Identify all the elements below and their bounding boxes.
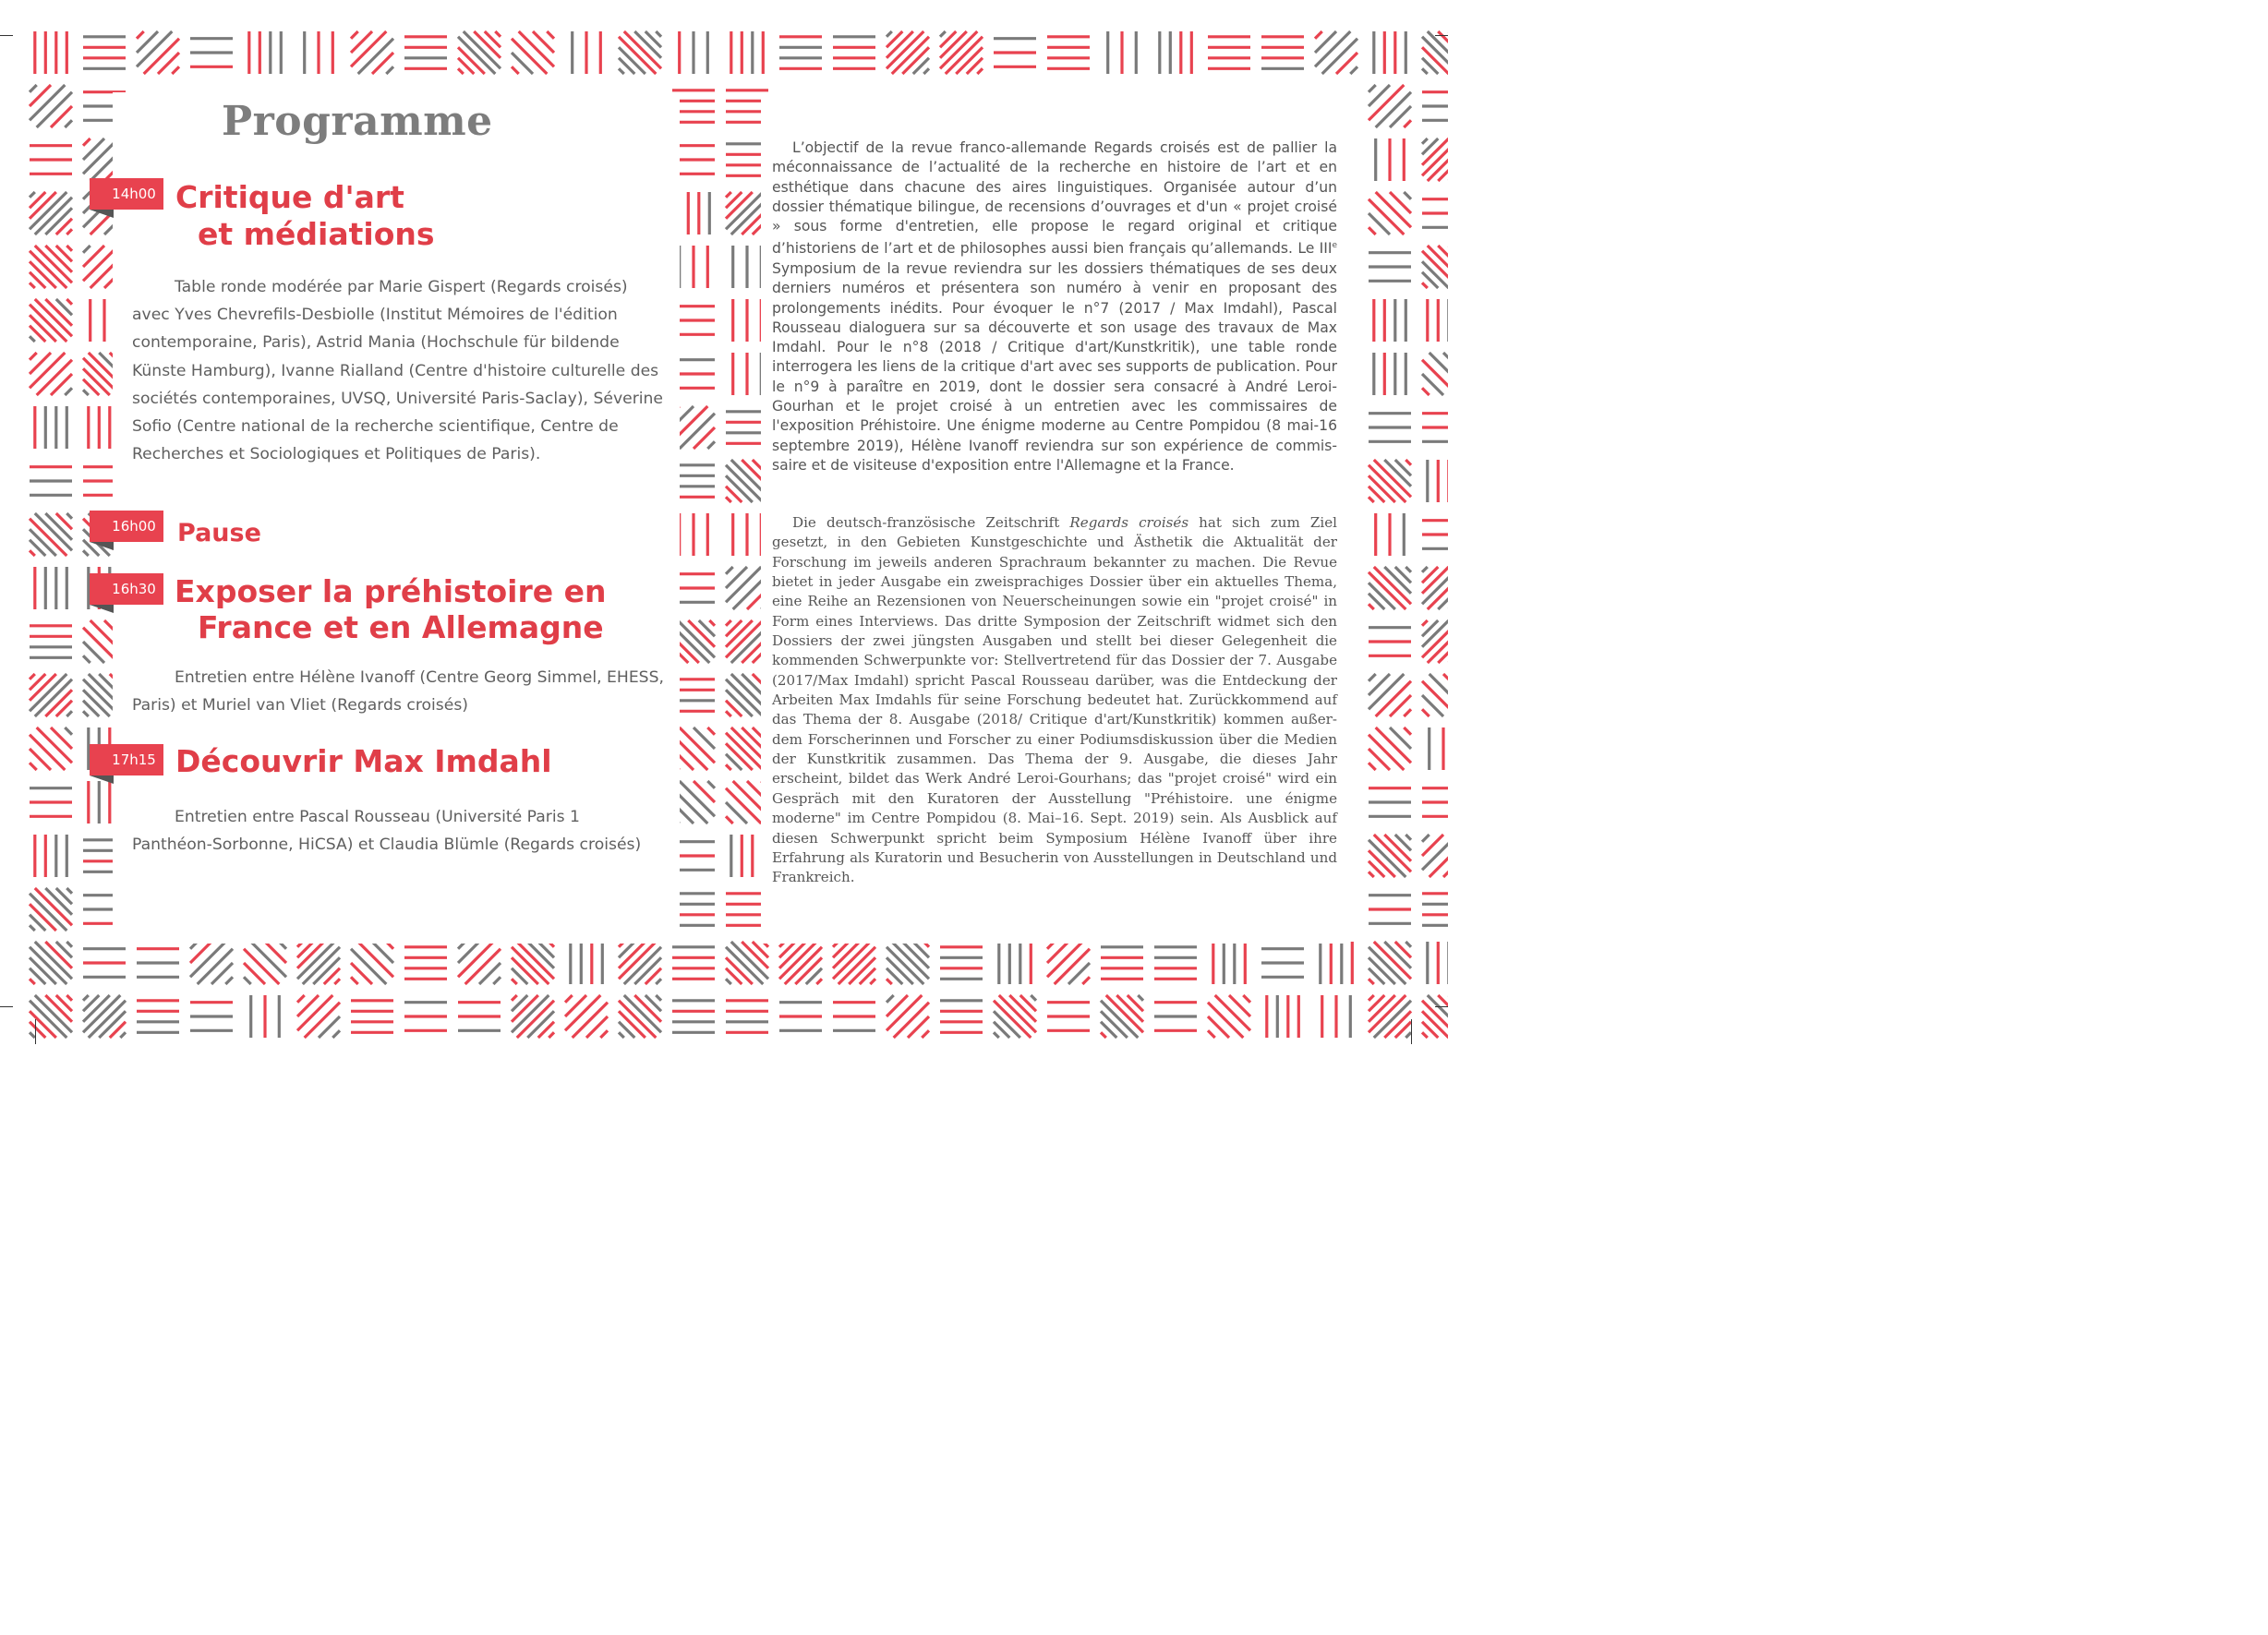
pattern-stroke — [30, 353, 37, 360]
pattern-stroke — [517, 1001, 554, 1038]
pattern-stroke — [1422, 835, 1430, 842]
pattern-stroke — [66, 888, 72, 894]
pattern-stroke — [30, 305, 66, 342]
pattern-stroke — [892, 942, 929, 979]
session-title — [175, 574, 606, 646]
pattern-stroke — [619, 942, 656, 979]
pattern-stroke — [1369, 85, 1376, 92]
time-label: 16h00 — [90, 511, 163, 542]
pattern-stroke — [726, 567, 733, 574]
pattern-stroke — [495, 31, 501, 37]
pattern-stroke — [351, 31, 358, 39]
pattern-stroke — [678, 620, 715, 657]
pattern-stroke — [35, 942, 72, 979]
pattern-stroke — [1031, 995, 1036, 1001]
pattern-stroke — [726, 620, 763, 657]
pattern-stroke — [66, 995, 72, 1001]
pattern-stroke — [999, 995, 1036, 1032]
pattern-stroke — [1101, 1001, 1138, 1038]
pattern-stroke — [351, 977, 358, 984]
pattern-stroke — [83, 390, 89, 395]
pattern-stroke — [1374, 460, 1411, 497]
session-description: Entretien entre Hélène Ivanoff (Centre Georg Simmel, EHESS, Paris) et Muriel van Vliet (Regards croisés) — [132, 668, 664, 715]
pattern-stroke — [1369, 572, 1405, 609]
tag-fold — [90, 210, 114, 218]
pattern-stroke — [83, 711, 89, 716]
pattern-stroke — [619, 37, 656, 74]
pattern-stroke — [458, 68, 464, 74]
pattern-stroke — [940, 31, 946, 37]
pattern-stroke — [297, 995, 305, 1003]
page-title: Programme — [222, 98, 493, 145]
pattern-stroke — [172, 66, 179, 74]
time-tag-1600 — [90, 511, 163, 542]
pattern-stroke — [30, 550, 35, 556]
pattern-stroke — [1405, 567, 1411, 572]
pattern-stroke — [30, 283, 35, 288]
superscript: e — [1332, 241, 1337, 251]
time-tag-1715 — [90, 744, 163, 775]
pattern-stroke — [35, 246, 72, 283]
pattern-stroke — [386, 66, 393, 74]
pattern-stroke — [83, 995, 89, 1001]
pattern-stroke — [35, 995, 72, 1032]
crop-mark — [1435, 1006, 1448, 1007]
pattern-stroke — [66, 299, 72, 305]
session-description: Entretien entre Pascal Rousseau (Université Paris 1 Panthéon-Sorbonne, HiCSA) et Claudia Blümle (Regards croisés) — [132, 808, 642, 855]
pattern-stroke — [120, 1032, 126, 1038]
pattern-stroke — [30, 519, 66, 556]
pattern-stroke — [619, 1032, 624, 1038]
pattern-stroke — [464, 31, 501, 68]
pattern-stroke — [30, 979, 35, 984]
crop-mark — [0, 35, 13, 36]
pattern-stroke — [887, 31, 923, 68]
crop-mark — [0, 1006, 13, 1007]
pattern-stroke — [726, 497, 731, 502]
pattern-stroke — [656, 31, 661, 37]
pattern-stroke — [624, 31, 661, 68]
pattern-stroke — [1101, 1032, 1106, 1038]
pattern-stroke — [225, 977, 233, 984]
pattern-stroke — [709, 620, 715, 626]
pattern-stroke — [1405, 942, 1411, 947]
pattern-stroke — [1350, 66, 1357, 74]
pattern-stroke — [1369, 227, 1376, 234]
pattern-stroke — [1404, 727, 1411, 735]
pattern-stroke — [1369, 763, 1376, 770]
pattern-stroke — [726, 979, 731, 984]
french-introduction — [772, 138, 1337, 475]
french-text-part: Symposium de la revue reviendra sur les dossiers thématiques de ses deux derniers numéros et présentera son numéro à venir en proposant des prolongements inédits. Pour évoquer le n°7 (2017 / Max Imdahl), Pascal Rousseau dialoguera sur sa découverte et son usage des travaux de Max Imdahl. Pour le n°8 (2018 / Critique d'art/Kunstkritik), une table ronde interrogera les liens de la critique d'art avec ses supports de publication. Pour le n°9 à paraître en 2019, dont le dossier sera consacré à André Leroi-Gourhan et le projet croisé à un entretien avec les commissaires de l'exposition Préhistoire. Une énigme moderne au Centre Pompidou (8 mai-16 septembre 2019), Hélène Ivanoff reviendra sur son expérience de commissaire et de visiteuse d'exposition entre l'Allemagne et la France. — [772, 259, 1337, 474]
pattern-stroke — [887, 979, 892, 984]
pattern-stroke — [892, 37, 929, 74]
journal-title: Regards croisés — [1069, 514, 1189, 531]
session-title-line: et médiations — [198, 216, 435, 253]
crop-mark — [1435, 35, 1448, 36]
pattern-stroke — [30, 947, 66, 984]
pattern-stroke — [1369, 872, 1374, 877]
pattern-stroke — [30, 336, 35, 342]
pattern-stroke — [30, 894, 66, 931]
pattern-stroke — [565, 995, 573, 1003]
pattern-stroke — [994, 1032, 999, 1038]
pattern-stroke — [1374, 1001, 1411, 1038]
pattern-stroke — [1208, 1030, 1215, 1038]
pattern-stroke — [66, 246, 72, 251]
pattern-stroke — [624, 947, 661, 984]
pattern-stroke — [785, 947, 822, 984]
pattern-stroke — [994, 1001, 1031, 1038]
session-title-line: Exposer la préhistoire en — [175, 573, 607, 609]
german-text-part: Die deutsch-französische Zeitschrift — [792, 514, 1070, 531]
pattern-stroke — [66, 513, 72, 519]
pattern-stroke — [726, 764, 731, 770]
pattern-stroke — [726, 733, 763, 770]
pattern-stroke — [1404, 120, 1411, 127]
pattern-stroke — [726, 192, 763, 229]
pattern-stroke — [1422, 138, 1428, 144]
pattern-stroke — [30, 763, 37, 770]
pattern-stroke — [89, 1001, 126, 1038]
pattern-stroke — [1369, 995, 1374, 1001]
pattern-stroke — [923, 68, 929, 74]
pattern-stroke — [707, 727, 715, 735]
german-text-part: hat sich zum Ziel gesetzt, in den Gebieten Kunstgeschichte und Ästhetik die Aktualität der Forschung im jeweils anderen Sprachraum bekannter zu machen. Die Revue bietet in jeder Ausgabe ein zweisprachiges Dossier über ein aktuelles Thema, eine Reihe an Rezensionen von Neuerscheinungen sowie ein "projet croisé" in Form eines Interviews. Das dritte Symposion der Zeitschrift widmet sich den Dossiers der zwei jüngsten Ausgaben und stellt bei dieser Gelegenheit die kommenden Schwerpunkte vor: Stellvertretend für das Dossier der 7. Ausgabe (2017/Max Imdahl) spricht Pascal Rousseau darüber, was die Entdeckung der Arbeiten Max Imdahls für seine Forschung bedeutet hat. Zurückkommend auf das Thema der 8. Ausgabe (2018/ Critique d'art/Kunstkritik) kommen außerdem Forscherinnen und Forscher zu einer Podiumsdiskussion über die Medien der Kunstkritik zusammen. Das Thema der 9. Ausgabe, die dieses Jahr erscheint, bildet das Werk André Leroi-Gourhans; das "projet croisé" wird ein Gespräch mit den Kuratoren der Ausstellung "Préhistoire. une énigme moderne" im Centre Pompidou (8. Mai–16. Sept. 2019) sein. Als Ausblick auf diesen Schwerpunkt spricht beim Symposium Hélène Ivanoff über ihre Erfahrung als Kuratorin und Besucherin von Ausstellungen in Deutschland und Frankreich. — [772, 514, 1337, 886]
pattern-stroke — [624, 995, 661, 1032]
pattern-stroke — [66, 942, 72, 947]
session-title-line: Pause — [177, 519, 261, 547]
pattern-stroke — [779, 942, 816, 979]
pattern-stroke — [816, 979, 822, 984]
pattern-stroke — [1405, 835, 1411, 840]
time-tag-1630 — [90, 573, 163, 605]
pattern-stroke — [838, 947, 875, 984]
pattern-stroke — [549, 1032, 554, 1038]
pattern-stroke — [946, 37, 983, 74]
pattern-stroke — [30, 192, 66, 229]
time-label: 14h00 — [90, 178, 163, 210]
pattern-stroke — [30, 1032, 35, 1038]
pattern-stroke — [656, 979, 661, 984]
pattern-stroke — [870, 979, 875, 984]
tag-fold — [90, 605, 114, 613]
pattern-stroke — [833, 942, 870, 979]
session-title — [175, 743, 552, 780]
pattern-stroke — [1374, 942, 1411, 979]
time-label: 16h30 — [90, 573, 163, 605]
pattern-stroke — [35, 888, 72, 925]
pattern-stroke — [726, 947, 763, 984]
pattern-stroke — [1405, 460, 1411, 465]
pattern-stroke — [1106, 995, 1143, 1032]
pattern-stroke — [30, 251, 66, 288]
pattern-stroke — [493, 977, 501, 984]
time-label: 17h15 — [90, 744, 163, 775]
pattern-stroke — [1404, 709, 1411, 716]
pattern-stroke — [137, 31, 144, 39]
pattern-stroke — [35, 299, 72, 336]
pattern-stroke — [726, 620, 731, 626]
pattern-stroke — [977, 68, 983, 74]
pattern-stroke — [726, 192, 731, 198]
pattern-stroke — [35, 198, 72, 234]
pattern-stroke — [65, 120, 72, 127]
pattern-stroke — [1422, 567, 1428, 572]
pattern-stroke — [244, 977, 251, 984]
pattern-stroke — [1422, 1032, 1428, 1038]
pattern-stroke — [30, 925, 35, 931]
session-title-line: Critique d'art — [175, 179, 404, 215]
pattern-stroke — [512, 995, 517, 1001]
pattern-stroke — [303, 947, 340, 984]
pattern-stroke — [30, 674, 35, 679]
pattern-stroke — [1422, 620, 1428, 626]
pattern-stroke — [707, 441, 715, 449]
pattern-stroke — [66, 711, 72, 716]
pattern-stroke — [1374, 835, 1411, 872]
pattern-stroke — [334, 979, 340, 984]
pattern-stroke — [887, 995, 894, 1003]
pattern-stroke — [512, 979, 517, 984]
session-title-line: Découvrir Max Imdahl — [175, 743, 552, 779]
pattern-stroke — [600, 1030, 608, 1038]
pattern-stroke — [1404, 192, 1411, 199]
session-description: Table ronde modérée par Marie Gispert (Regards croisés) avec Yves Chevrefils-Desbiolle (Institut Mémoires de l'édition contemporaine, Paris), Astrid Mania (Hochschule für bildende Künste Hamburg), Ivanne Rialland (Centre d'histoire culturelle des sociétés contemporaines, UVSQ, Université Paris-Saclay), Séverine Sofio (Centre national de la recherche scientifique, Centre de Recherches et Sociologiques et Politiques de Paris). — [132, 278, 664, 464]
pattern-stroke — [65, 727, 72, 735]
pattern-stroke — [656, 995, 661, 1001]
pattern-stroke — [726, 816, 733, 824]
pattern-stroke — [1422, 283, 1428, 288]
time-tag-1400 — [90, 178, 163, 210]
crop-mark — [35, 1019, 36, 1044]
pattern-stroke — [83, 655, 90, 663]
pattern-stroke — [887, 947, 923, 984]
session-title — [175, 179, 435, 254]
pattern-stroke — [922, 1030, 929, 1038]
pattern-stroke — [726, 465, 763, 502]
pattern-stroke — [1369, 604, 1374, 609]
pattern-stroke — [731, 942, 768, 979]
pattern-stroke — [1243, 995, 1250, 1003]
pattern-stroke — [619, 1001, 656, 1038]
pattern-stroke — [1082, 977, 1090, 984]
pattern-stroke — [1422, 388, 1430, 395]
pattern-stroke — [83, 995, 120, 1032]
session-title — [177, 519, 261, 549]
pattern-stroke — [30, 674, 66, 711]
pattern-stroke — [297, 942, 334, 979]
pattern-stroke — [83, 550, 89, 556]
pattern-stroke — [517, 942, 554, 979]
pattern-stroke — [1138, 995, 1143, 1001]
pattern-stroke — [1315, 31, 1322, 39]
pattern-stroke — [1369, 979, 1374, 984]
pattern-stroke — [726, 679, 763, 716]
pattern-stroke — [887, 31, 892, 37]
pattern-stroke — [512, 995, 549, 1032]
pattern-stroke — [1369, 947, 1405, 984]
pattern-stroke — [83, 138, 90, 146]
pattern-stroke — [707, 781, 715, 788]
tag-fold — [90, 542, 114, 550]
pattern-stroke — [1369, 840, 1405, 877]
pattern-stroke — [1422, 709, 1430, 716]
pattern-stroke — [66, 229, 72, 234]
tag-fold — [90, 775, 114, 784]
pattern-stroke — [726, 711, 731, 716]
french-text-part: L’objectif de la revue franco-allemande Regards croisés est de pallier la méconnaissance de l’actualité de la recherche en histoire de l’art et en esthétique dans chacune des aires linguistiques. Organisée autour d’un dossier thématique bilingue, de recensions d’ouvrages et d'un « projet croisé » sous forme d'entretien, elle propose le regard original et critique d’historiens de l’art et de philosophes aussi bien français qu’allemands. Le III — [772, 139, 1337, 258]
pattern-stroke — [83, 246, 90, 253]
pattern-stroke — [35, 679, 72, 716]
pattern-stroke — [30, 192, 35, 198]
session-title-line: France et en Allemagne — [198, 608, 604, 645]
pattern-stroke — [1374, 567, 1411, 604]
pattern-stroke — [1369, 995, 1405, 1032]
pattern-stroke — [1369, 497, 1374, 502]
pattern-stroke — [30, 85, 37, 92]
pattern-stroke — [1422, 68, 1428, 74]
pattern-stroke — [332, 1030, 340, 1038]
pattern-stroke — [65, 388, 72, 395]
pattern-stroke — [1369, 465, 1405, 502]
pattern-stroke — [512, 66, 519, 74]
german-introduction — [772, 513, 1337, 888]
pattern-stroke — [940, 31, 977, 68]
pattern-stroke — [458, 37, 495, 74]
pattern-stroke — [512, 947, 549, 984]
pattern-stroke — [35, 513, 72, 550]
pattern-stroke — [1369, 674, 1376, 681]
pattern-stroke — [547, 31, 554, 39]
pattern-stroke — [619, 68, 624, 74]
crop-mark — [1411, 1019, 1412, 1044]
